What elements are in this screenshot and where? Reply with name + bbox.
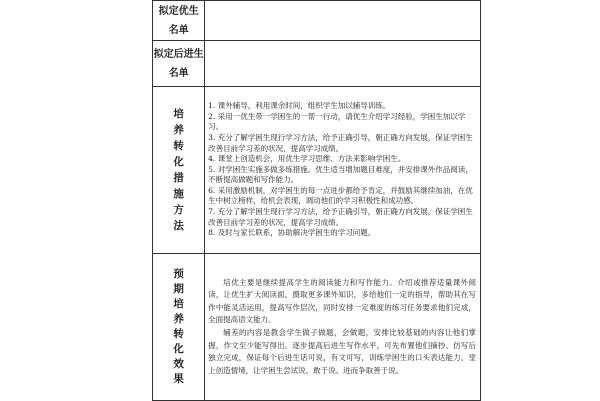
- measures-content: [205, 87, 481, 254]
- lagging-students-row: [153, 41, 481, 87]
- measure-item: 3. 充分了解学困生现行学习方法，给予正确引导，朝正确方向发展，保证学困生改善目前学习差的状况，提高学习成绩。: [208, 132, 473, 153]
- measures-row: [153, 87, 481, 254]
- effects-content: [205, 254, 481, 401]
- effects-label: 预 期 培 养 转 化 效 果: [153, 254, 205, 401]
- excellent-students-row: [153, 1, 481, 41]
- plan-table: [152, 0, 481, 401]
- lagging-students-names[interactable]: [205, 41, 481, 87]
- measure-item: 4. 课堂上创造机会，用优生学习思维、方法来影响学困生。: [208, 154, 406, 164]
- excellent-students-label: 拟定优生 名单: [153, 1, 205, 41]
- effects-paragraph: 培优主要是继续提高学生的阅读能力和写作能力。介绍或推荐适量课外阅读，让优生扩大阅读面，摄取更多课外知识，多给他们一定的指导，帮助其在写作中能灵活运用，提高写作层次，同时安排一定难度的练习任务要求他们完成，全面提高语文能力。: [208, 277, 476, 325]
- measure-item: 8. 及时与家长联系，协助解决学困生的学习问题。: [208, 228, 376, 238]
- excellent-students-names[interactable]: [205, 1, 481, 41]
- measure-item: 2. 采用一优生带一学困生的一帮一行动，请优生介绍学习经验，学困生加以学习。: [208, 111, 466, 132]
- measure-item: 7. 充分了解学困生现行学习方法，给予正确引导，朝正确方向发展，保证学困生改善目前学习差的状况，提高学习成绩。: [208, 207, 473, 227]
- lagging-students-label: 拟定后进生 名单: [153, 41, 205, 87]
- measures-label: 培 养 转 化 措 施 方 法: [153, 87, 205, 254]
- measure-item: 5. 对学困生实施多做多练措施。优生适当增加题目难度，并安排课外作品阅读，不断提高做题和写作能力。: [208, 164, 473, 185]
- measure-item: 6. 采用激励机制，对学困生的每一点进步都给予肯定，并鼓励其继续加油，在优生中树立榜样，给机会表现，调动他们的学习积极性和成功感。: [208, 185, 473, 206]
- effects-paragraph: 辅差的内容是教会学生做子做题，会做题，安排比较基础的内容让他们掌握，作文至少能写得出。逐步提高后进生写作水平，可先布置他们摘抄、仿写后独立完成，保证每个后进生话可说，有文可写，训练学困生的口头表达能力，堂上创造情境，让学困生尝试说、敢于说、进而争取善于说。: [208, 328, 476, 375]
- effects-row: [153, 254, 481, 401]
- measure-item: 1. 课外辅导，利用课余时间，组织学生加以辅导训练。: [208, 101, 391, 111]
